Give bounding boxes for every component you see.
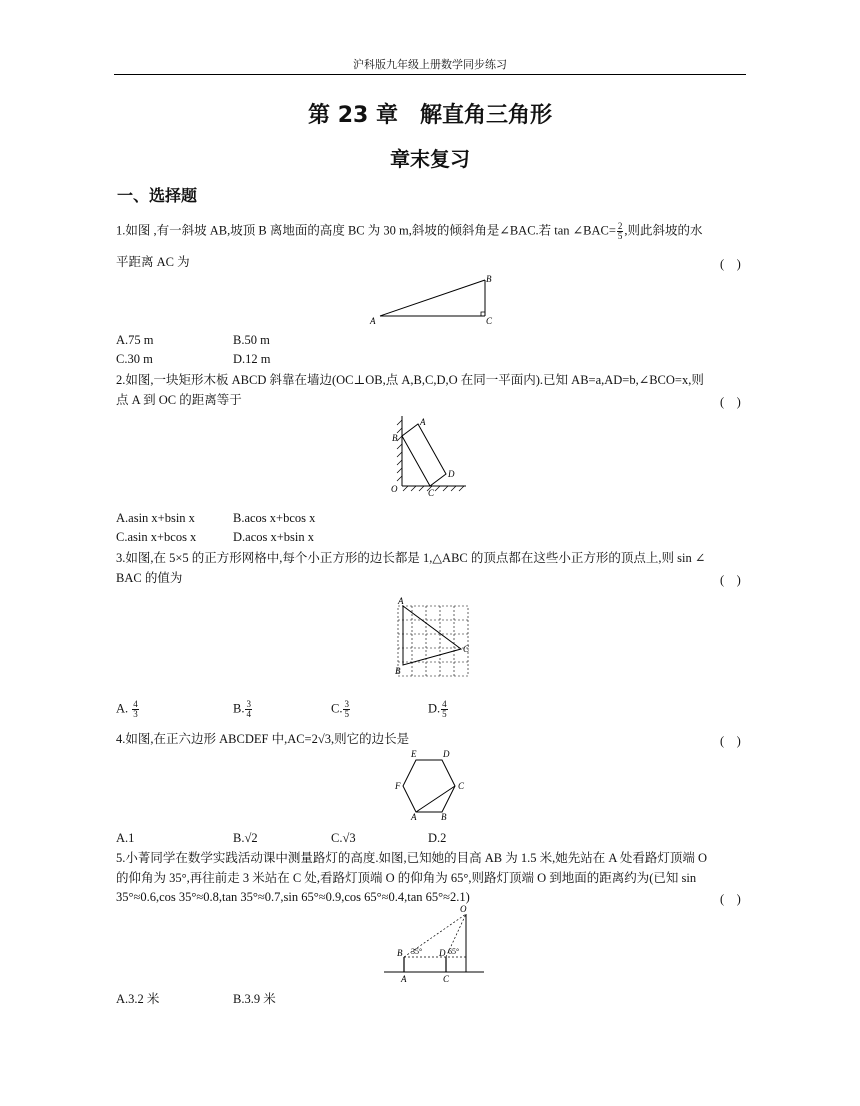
q5-angle-35: 35° [411, 947, 423, 956]
q2-option-d[interactable]: D.acos x+bsin x [233, 530, 314, 544]
q3-option-c[interactable]: C. $\frac{3}{5}$ [331, 699, 349, 719]
q2-stem-line1: 2.如图,一块矩形木板 ABCD 斜靠在墙边(OC⊥OB,点 A,B,C,D,O 在同一平面内).已知 AB=a,AD=b,∠BCO=x,则 [116, 373, 704, 387]
q5-answer-blank: ( ) [720, 892, 741, 906]
page-header: 沪科版九年级上册数学同步练习 [353, 58, 507, 71]
q5-label-c: C [443, 974, 450, 984]
q3-grid-figure [388, 598, 478, 680]
q1-option-c[interactable]: C.30 m [116, 352, 153, 366]
q3-answer-blank: ( ) [720, 573, 741, 587]
q4-label-e: E [411, 749, 417, 759]
q5-option-b[interactable]: B.3.9 米 [233, 992, 276, 1006]
q1-stem-line1: 1.如图 ,有一斜坡 AB,坡顶 B 离地面的高度 BC 为 30 m,斜坡的倾斜角是∠BAC.若 tan ∠BAC= $\frac{2}{5}$ ,则此斜坡的水 [116, 221, 703, 241]
q5-stem-line1: 5.小菁同学在数学实践活动课中测量路灯的高度.如图,已知她的目高 AB 为 1.5 米,她先站在 A 处看路灯顶端 O [116, 851, 707, 865]
q3-label-a: A [398, 596, 404, 606]
q1-slope-figure [370, 274, 500, 326]
q4-label-f: F [395, 781, 401, 791]
chapter-title: 第 23 章 解直角三角形 [308, 103, 552, 128]
section-subtitle: 章末复习 [390, 147, 470, 171]
q4-label-b: B [441, 812, 447, 822]
q2-label-d: D [448, 469, 455, 479]
q5-stem-line3: 35°≈0.6,cos 35°≈0.8,tan 35°≈0.7,sin 65°≈0.9,cos 65°≈0.4,tan 65°≈2.1) [116, 890, 470, 904]
q5-angle-65: 65° [448, 947, 460, 956]
q5-stem-line2: 的仰角为 35°,再往前走 3 米站在 C 处,看路灯顶端 O 的仰角为 65°,则路灯顶端 O 到地面的距离约为(已知 sin [116, 871, 697, 885]
q1-option-d[interactable]: D.12 m [233, 352, 271, 366]
q4-answer-blank: ( ) [720, 734, 741, 748]
q1-label-a: A [370, 316, 376, 326]
q2-ladder-figure [386, 414, 476, 498]
q4-label-d: D [443, 749, 450, 759]
q2-label-c: C [428, 488, 435, 498]
q4-option-d[interactable]: D.2 [428, 831, 447, 845]
q5-label-o: O [460, 904, 467, 914]
q4-label-a: A [411, 812, 417, 822]
header-divider [114, 74, 746, 75]
q4-stem-line1: 4.如图,在正六边形 ABCDEF 中,AC=2√3,则它的边长是 [116, 732, 410, 746]
q1-label-b: B [486, 274, 492, 284]
q1-label-c: C [486, 316, 493, 326]
q3-label-c: C [463, 644, 470, 654]
q1-stem-line2: 平距离 AC 为 [116, 255, 190, 269]
q3-label-b: B [395, 666, 401, 676]
q4-option-b[interactable]: B.√2 [233, 831, 258, 845]
q4-option-c[interactable]: C.√3 [331, 831, 356, 845]
q5-label-d: D [439, 948, 446, 958]
section-heading: 一、选择题 [117, 186, 198, 205]
q5-lamp-figure [384, 904, 484, 986]
q1-option-b[interactable]: B.50 m [233, 333, 270, 347]
q4-hexagon-figure [395, 748, 475, 820]
q3-option-b[interactable]: B. $\frac{3}{4}$ [233, 699, 251, 719]
q2-option-a[interactable]: A.asin x+bsin x [116, 511, 195, 525]
q4-label-c: C [458, 781, 465, 791]
q5-label-a: A [401, 974, 407, 984]
q2-label-a: A [420, 417, 426, 427]
q3-stem-line1: 3.如图,在 5×5 的正方形网格中,每个小正方形的边长都是 1,△ABC 的顶点都在这些小正方形的顶点上,则 sin ∠ [116, 551, 706, 565]
q1-answer-blank: ( ) [720, 257, 741, 271]
q2-option-c[interactable]: C.asin x+bcos x [116, 530, 197, 544]
q2-label-b: B [392, 433, 398, 443]
q3-option-d[interactable]: D. $\frac{4}{5}$ [428, 699, 447, 719]
q2-stem-line2: 点 A 到 OC 的距离等于 [116, 393, 242, 407]
q1-fraction: $\frac{2}{5}$ [617, 221, 623, 241]
q2-option-b[interactable]: B.acos x+bcos x [233, 511, 316, 525]
q1-option-a[interactable]: A.75 m [116, 333, 154, 347]
q4-option-a[interactable]: A.1 [116, 831, 135, 845]
q3-stem-line2: BAC 的值为 [116, 571, 183, 585]
q3-option-a[interactable]: A. $\frac{4}{3}$ [116, 699, 138, 719]
q2-label-o: O [391, 484, 398, 494]
q5-label-b: B [397, 948, 403, 958]
q5-option-a[interactable]: A.3.2 米 [116, 992, 160, 1006]
q2-answer-blank: ( ) [720, 395, 741, 409]
